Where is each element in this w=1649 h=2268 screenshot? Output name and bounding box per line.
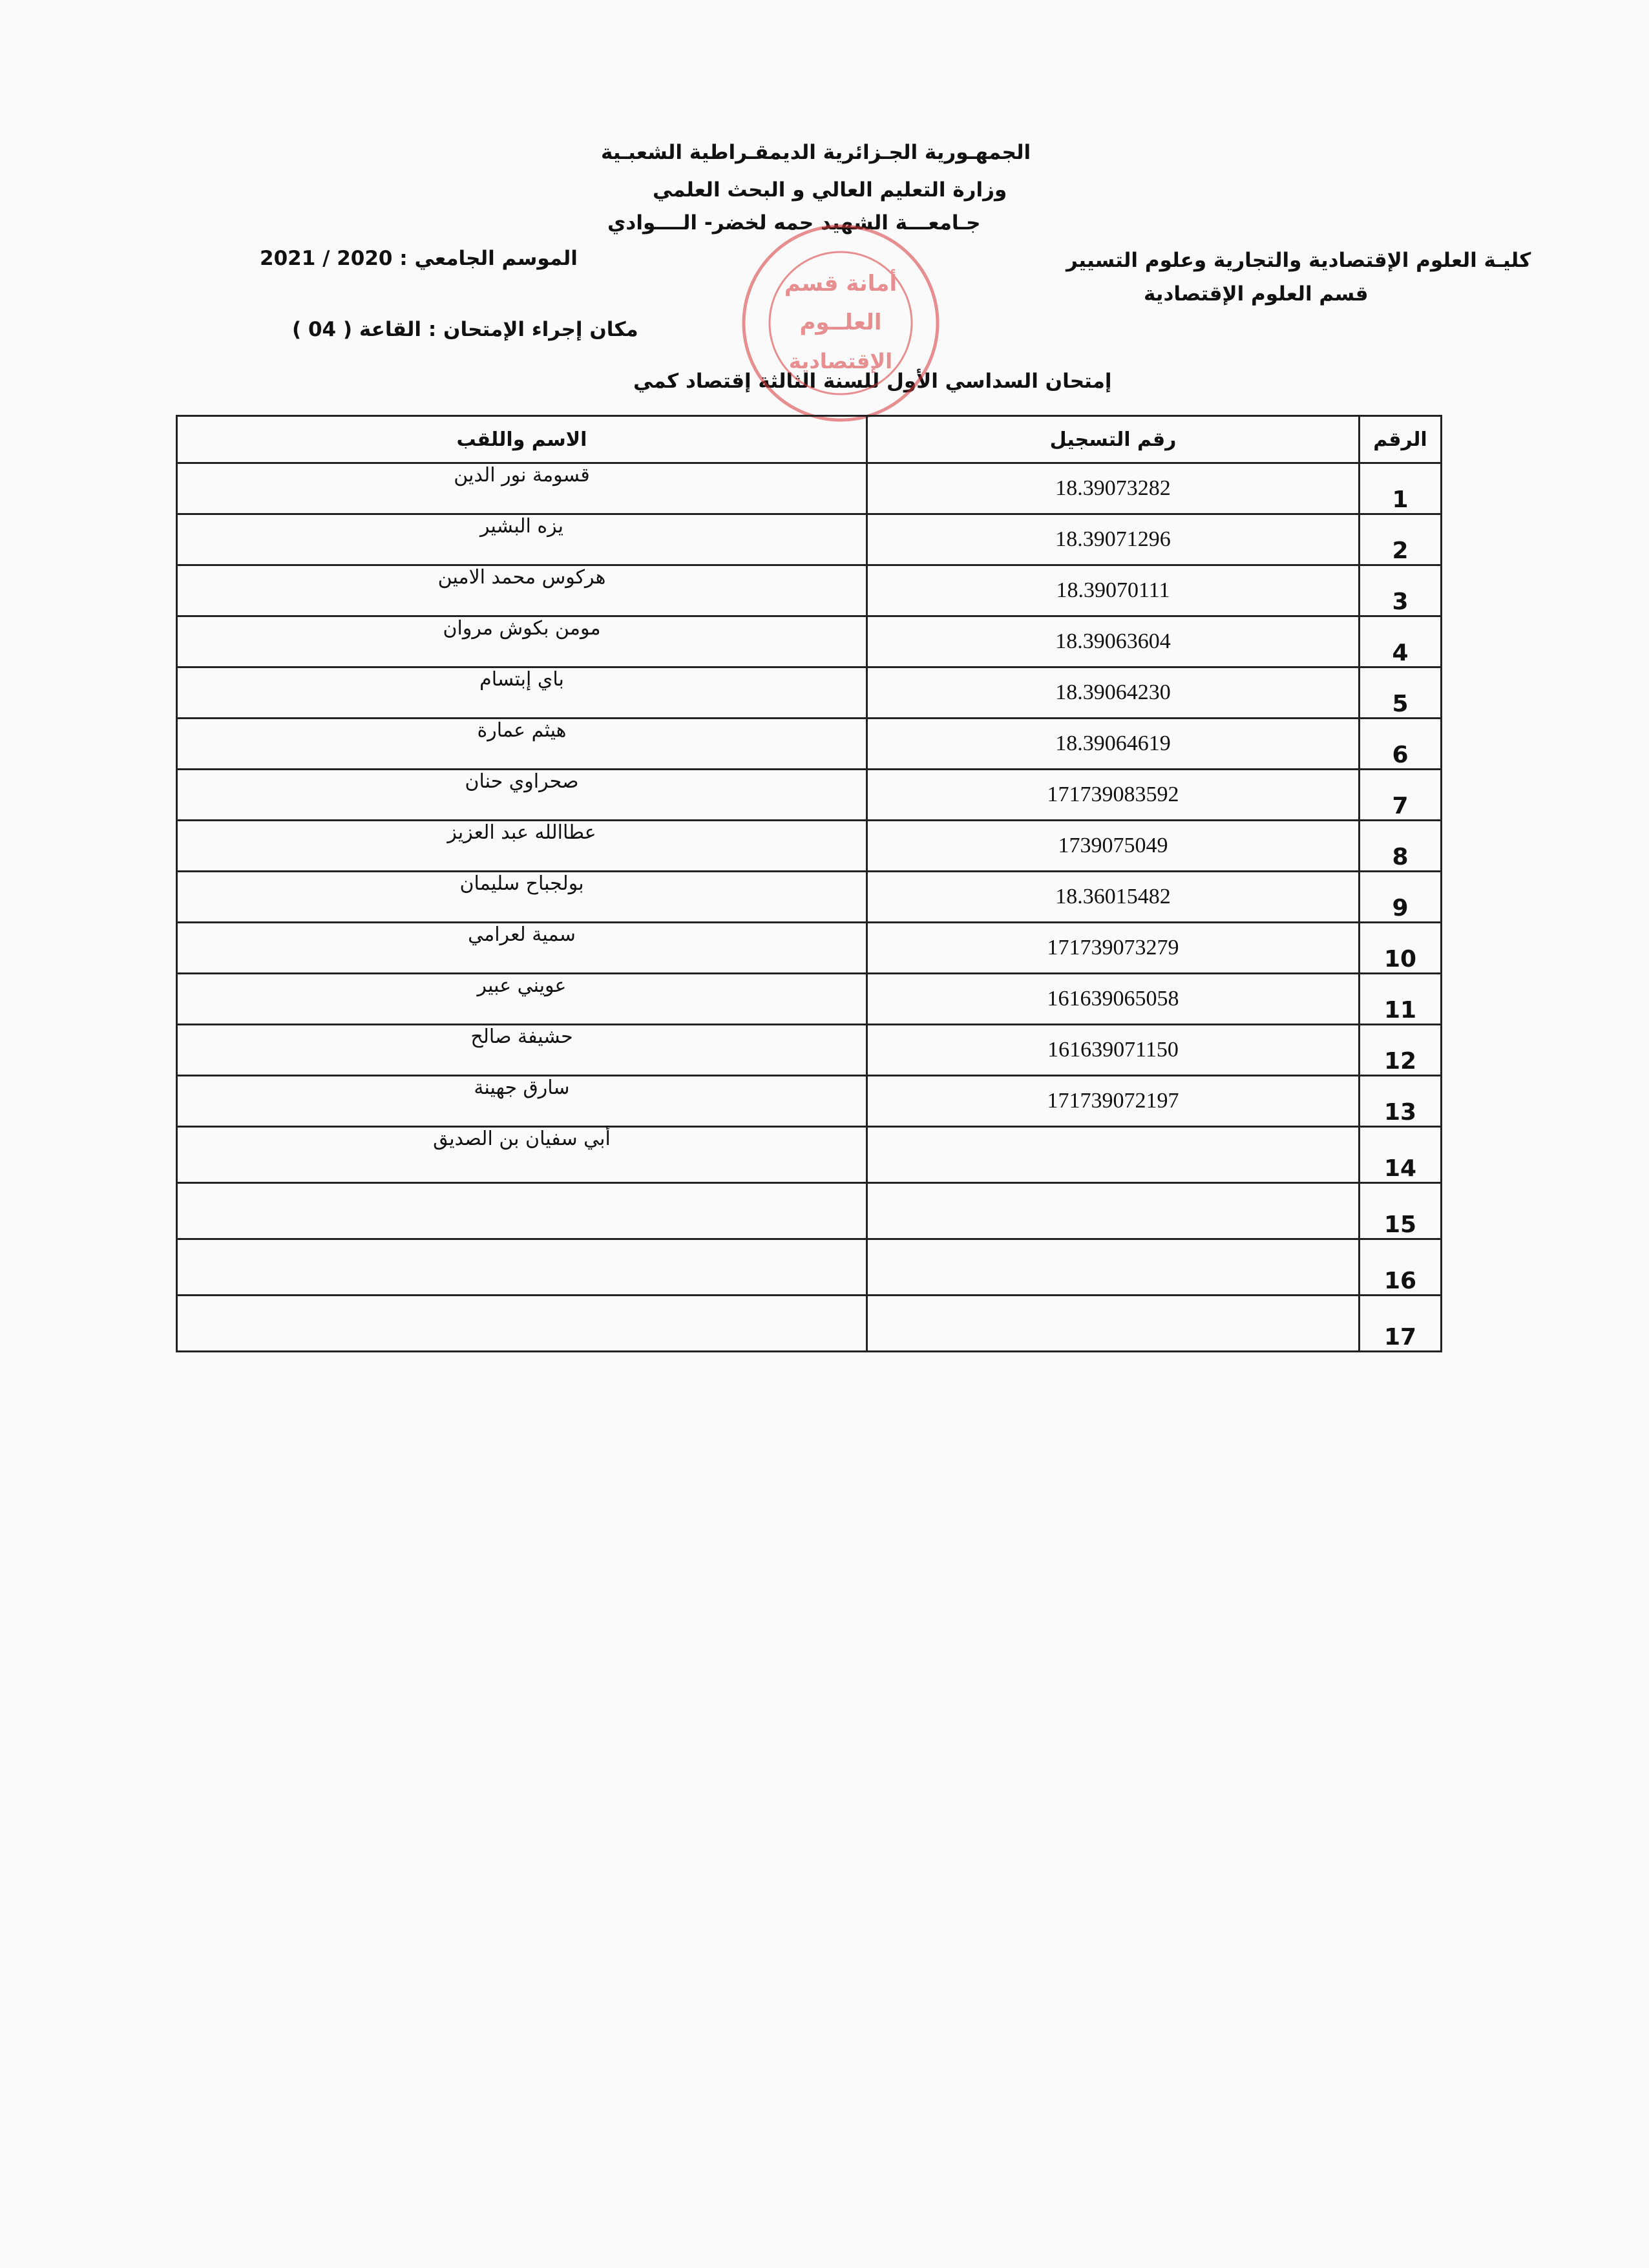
table-row bbox=[177, 1239, 1442, 1296]
table-row bbox=[177, 872, 1442, 923]
student-name: يزه البشير bbox=[177, 514, 867, 565]
header-number: الرقم bbox=[1360, 416, 1442, 463]
registration-number: 171739083592 bbox=[867, 770, 1360, 821]
exam-title: إمتحان السداسي الأول للسنة الثالثة إقتصاد كمي bbox=[633, 370, 1112, 393]
table-row bbox=[177, 667, 1442, 719]
student-name: صحراوي حنان bbox=[177, 770, 867, 821]
table-row bbox=[177, 565, 1442, 616]
row-number: 5 bbox=[1360, 667, 1442, 719]
table-row bbox=[177, 1025, 1442, 1076]
stamp-line-1: أمانة قسم bbox=[784, 271, 898, 297]
student-name: قسومة نور الدين bbox=[177, 463, 867, 514]
student-name: عطاالله عبد العزيز bbox=[177, 821, 867, 872]
registration-number: 18.39073282 bbox=[867, 463, 1360, 514]
registration-number bbox=[867, 1296, 1360, 1352]
row-number: 4 bbox=[1360, 616, 1442, 667]
registration-number: 161639071150 bbox=[867, 1025, 1360, 1076]
table-row bbox=[177, 974, 1442, 1025]
table-row bbox=[177, 1296, 1442, 1352]
table-row bbox=[177, 770, 1442, 821]
student-name: أبي سفيان بن الصديق bbox=[177, 1127, 867, 1183]
registration-number: 18.36015482 bbox=[867, 872, 1360, 923]
header-registration: رقم التسجيل bbox=[867, 416, 1360, 463]
table-row bbox=[177, 719, 1442, 770]
registration-number: 171739072197 bbox=[867, 1076, 1360, 1127]
row-number: 16 bbox=[1360, 1239, 1442, 1296]
row-number: 6 bbox=[1360, 719, 1442, 770]
registration-number: 18.39064619 bbox=[867, 719, 1360, 770]
table-row bbox=[177, 923, 1442, 974]
row-number: 7 bbox=[1360, 770, 1442, 821]
stamp-graphic bbox=[734, 220, 947, 426]
registration-number: 161639065058 bbox=[867, 974, 1360, 1025]
registration-number: 18.39070111 bbox=[867, 565, 1360, 616]
student-name: مومن بكوش مروان bbox=[177, 616, 867, 667]
row-number: 15 bbox=[1360, 1183, 1442, 1239]
registration-number: 18.39063604 bbox=[867, 616, 1360, 667]
student-name bbox=[177, 1183, 867, 1239]
student-name: باي إبتسام bbox=[177, 667, 867, 719]
ministry-title: وزارة التعليم العالي و البحث العلمي bbox=[653, 178, 1007, 202]
department-stamp bbox=[734, 220, 947, 426]
registration-number: 18.39064230 bbox=[867, 667, 1360, 719]
stamp-line-2: العلــوم bbox=[799, 310, 882, 335]
row-number: 14 bbox=[1360, 1127, 1442, 1183]
university-title: جـامعـــة الشهيد حمه لخضر- الــــوادي bbox=[607, 211, 981, 235]
exam-location: مكان إجراء الإمتحان : القاعة ( 04 ) bbox=[292, 318, 638, 341]
student-roster-table bbox=[176, 415, 1442, 1352]
table-row bbox=[177, 514, 1442, 565]
stamp-line-3: الإقتصادية bbox=[788, 349, 893, 373]
registration-number: 18.39071296 bbox=[867, 514, 1360, 565]
row-number: 11 bbox=[1360, 974, 1442, 1025]
student-name: بولجباح سليمان bbox=[177, 872, 867, 923]
student-name: حشيفة صالح bbox=[177, 1025, 867, 1076]
table-row bbox=[177, 1127, 1442, 1183]
row-number: 1 bbox=[1360, 463, 1442, 514]
registration-number: 171739073279 bbox=[867, 923, 1360, 974]
row-number: 2 bbox=[1360, 514, 1442, 565]
republic-title: الجمهـورية الجـزائرية الديمقـراطية الشعبـية bbox=[601, 141, 1031, 164]
row-number: 12 bbox=[1360, 1025, 1442, 1076]
table-row bbox=[177, 821, 1442, 872]
faculty-title: كليـة العلوم الإقتصادية والتجارية وعلوم التسيير bbox=[1066, 249, 1531, 272]
row-number: 9 bbox=[1360, 872, 1442, 923]
student-name: هركوس محمد الامين bbox=[177, 565, 867, 616]
table-row bbox=[177, 463, 1442, 514]
row-number: 17 bbox=[1360, 1296, 1442, 1352]
table-row bbox=[177, 1076, 1442, 1127]
table-row bbox=[177, 616, 1442, 667]
student-name: عويني عبير bbox=[177, 974, 867, 1025]
header-name: الاسم واللقب bbox=[177, 416, 867, 463]
department-title: قسم العلوم الإقتصادية bbox=[1144, 282, 1369, 306]
table-body bbox=[177, 463, 1442, 1352]
row-number: 3 bbox=[1360, 565, 1442, 616]
registration-number: 1739075049 bbox=[867, 821, 1360, 872]
table-header-row bbox=[177, 416, 1442, 463]
student-name: هيثم عمارة bbox=[177, 719, 867, 770]
table-row bbox=[177, 1183, 1442, 1239]
registration-number bbox=[867, 1239, 1360, 1296]
registration-number bbox=[867, 1183, 1360, 1239]
row-number: 10 bbox=[1360, 923, 1442, 974]
student-name: سارق جهينة bbox=[177, 1076, 867, 1127]
student-name: سمية لعرامي bbox=[177, 923, 867, 974]
student-name bbox=[177, 1239, 867, 1296]
row-number: 8 bbox=[1360, 821, 1442, 872]
student-name bbox=[177, 1296, 867, 1352]
academic-season: الموسم الجامعي : 2020 / 2021 bbox=[260, 247, 578, 270]
registration-number bbox=[867, 1127, 1360, 1183]
row-number: 13 bbox=[1360, 1076, 1442, 1127]
